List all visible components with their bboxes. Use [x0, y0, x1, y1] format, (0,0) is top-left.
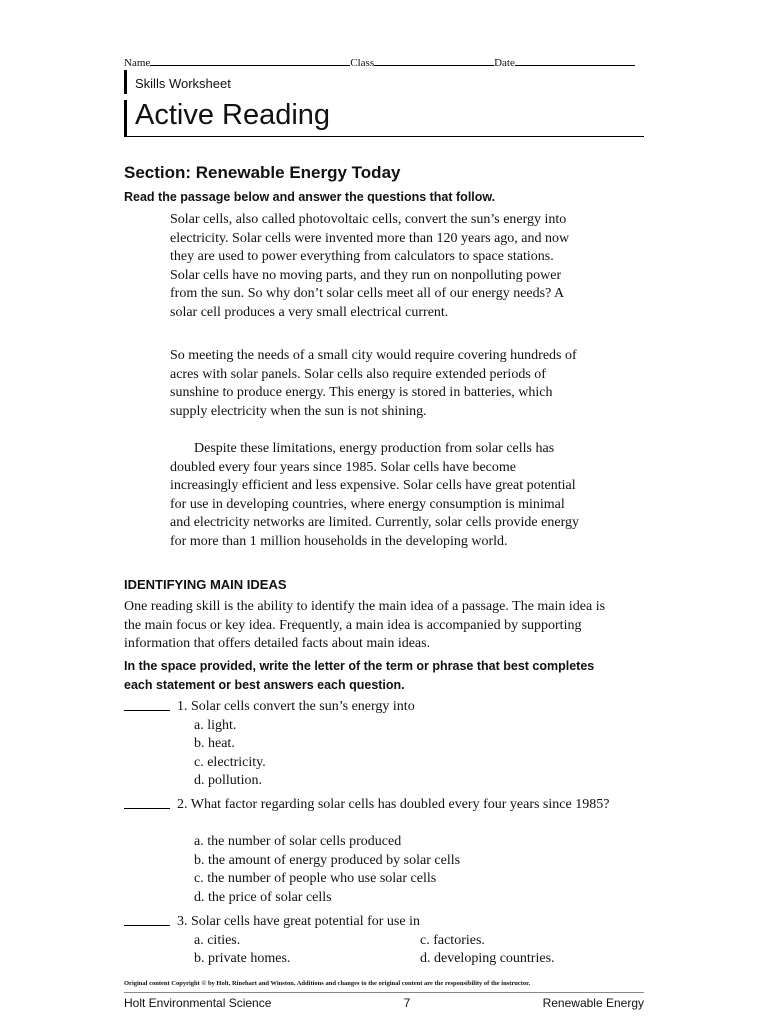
worksheet-type: Skills Worksheet: [135, 76, 231, 91]
option-b: b. the amount of energy produced by solar cells: [194, 852, 461, 868]
option-c: c. factories.: [420, 932, 485, 948]
passage-paragraph-3: Despite these limitations, energy production from solar cells has doubled every four years since 1985. Solar cells have become increasingly efficient and less expensive. Solar cells have great potential for use in developing countries, where energy consumption is minimal and electricity networks are limited. Currently, solar cells provide energy for more than 1 million households in the developing world.: [170, 441, 579, 549]
name-blank: [150, 55, 350, 66]
option-c: c. the number of people who use solar cells: [194, 871, 437, 886]
main-ideas-heading: IDENTIFYING MAIN IDEAS: [124, 577, 287, 592]
page-footer: [124, 996, 644, 1010]
passage-instruction: Read the passage below and answer the questions that follow.: [124, 190, 496, 204]
page-number: 7: [403, 996, 411, 1010]
answer-options: [194, 932, 614, 969]
page-title: Active Reading: [135, 99, 331, 131]
footer-book-title: Holt Environmental Science: [124, 996, 272, 1010]
title-accent-bar: [124, 100, 127, 136]
option-d: d. developing countries.: [420, 951, 555, 966]
questions-instruction: In the space provided, write the letter of the term or phrase that best completes each statement or best answers each question.: [124, 659, 595, 692]
option-c: c. electricity.: [194, 754, 266, 770]
title-divider: [124, 136, 644, 137]
answer-blank[interactable]: [124, 698, 170, 711]
student-info-line: [124, 55, 644, 69]
option-b: b. private homes.: [194, 951, 291, 966]
footer-chapter: Renewable Energy: [542, 996, 644, 1010]
answer-blank[interactable]: [124, 913, 170, 926]
answer-options: [194, 833, 614, 907]
copyright-notice: Original content Copyright © by Holt, Rinehart and Winston. Additions and changes to the original content are the responsibility of the instructor.: [124, 980, 531, 987]
passage-paragraph-1: Solar cells, also called photovoltaic cells, convert the sun’s energy into electricity. Solar cells were invented more than 120 years ago, and now they are used to power everything from calculators to space stations. Solar cells have no moving parts, and they run on nonpolluting power from the sun. So why don’t solar cells meet all of our energy needs? A solar cell produces a very small electrical current.: [170, 212, 570, 320]
answer-blank[interactable]: [124, 796, 170, 809]
question-text: 1. Solar cells convert the sun’s energy into: [177, 699, 415, 714]
option-d: d. pollution.: [194, 773, 263, 788]
option-b: b. heat.: [194, 736, 235, 751]
option-d: d. the price of solar cells: [194, 889, 332, 905]
option-a: a. light.: [194, 717, 237, 733]
question-text: 3. Solar cells have great potential for use in: [177, 914, 420, 929]
class-blank: [374, 55, 494, 66]
skills-accent-bar: [124, 70, 127, 94]
main-ideas-paragraph: One reading skill is the ability to identify the main idea of a passage. The main idea is the main focus or key idea. Frequently, a main idea is accompanied by supporting information that offers detailed facts about main ideas.: [124, 599, 606, 651]
name-label: Name: [124, 57, 151, 69]
date-blank: [515, 55, 635, 66]
class-label: Class: [350, 57, 375, 69]
footer-divider: [124, 992, 644, 993]
section-heading: Section: Renewable Energy Today: [124, 163, 401, 182]
option-a: a. the number of solar cells produced: [194, 834, 402, 849]
date-label: Date: [494, 57, 515, 69]
passage-paragraph-2: So meeting the needs of a small city would require covering hundreds of acres with solar panels. Solar cells also require extended periods of sunshine to produce energy. This energy is stored in batteries, which supply electricity when the sun is not shining.: [170, 348, 577, 419]
option-a: a. cities.: [194, 932, 241, 948]
question-text: 2. What factor regarding solar cells has doubled every four years since 1985?: [177, 797, 610, 812]
answer-options: [194, 717, 614, 791]
